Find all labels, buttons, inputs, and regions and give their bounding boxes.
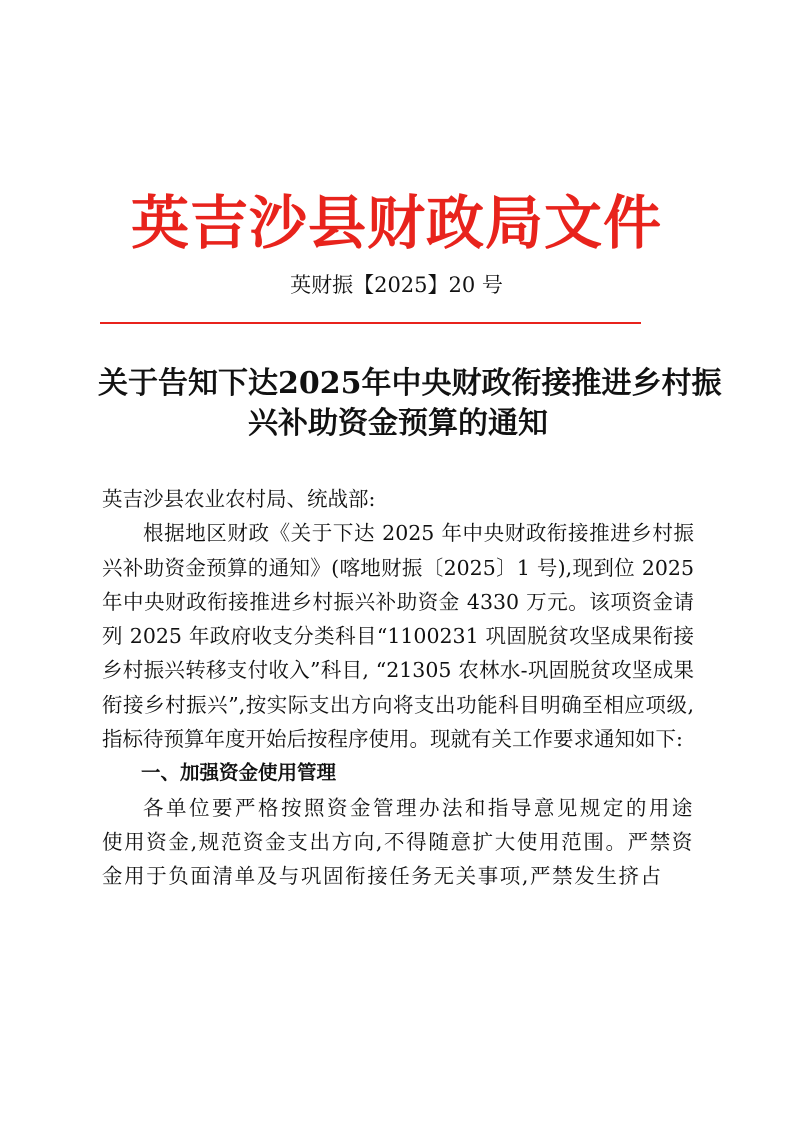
- issuer-heading: 英吉沙县财政局文件: [130, 189, 662, 257]
- section-heading-1: 一、加强资金使用管理: [141, 761, 337, 785]
- red-separator-line: [100, 322, 641, 324]
- title-line-1: 关于告知下达2025年中央财政衔接推进乡村振: [98, 366, 722, 401]
- paragraph-intro: 根据地区财政《关于下达 2025 年中央财政衔接推进乡村振兴补助资金预算的通知》(喀地财振〔2025〕1 号),现到位 2025 年中央财政衔接推进乡村振兴补助资金 4330 万元。该项资金请列 2025 年政府收支分类科目“1100231 巩固脱贫攻坚成果衔接乡村振兴转移支付收入”科目, “21305 农林水-巩固脱贫攻坚成果衔接乡村振兴”,按实际支出方向将支出功能科目明确至相应项级,指标待预算年度开始后按程序使用。现就有关工作要求通知如下:: [102, 521, 694, 752]
- document-title: [98, 364, 722, 444]
- document-body: [102, 482, 694, 894]
- title-line-2: 兴补助资金预算的通知: [248, 406, 548, 441]
- addressee: 英吉沙县农业农村局、统战部:: [102, 487, 376, 511]
- paragraph-section-1: 各单位要严格按照资金管理办法和指导意见规定的用途使用资金,规范资金支出方向,不得随意扩大使用范围。严禁资金用于负面清单及与巩固衔接任务无关事项,严禁发生挤占: [102, 795, 694, 889]
- document-number: 英财振【2025】20 号: [290, 273, 503, 297]
